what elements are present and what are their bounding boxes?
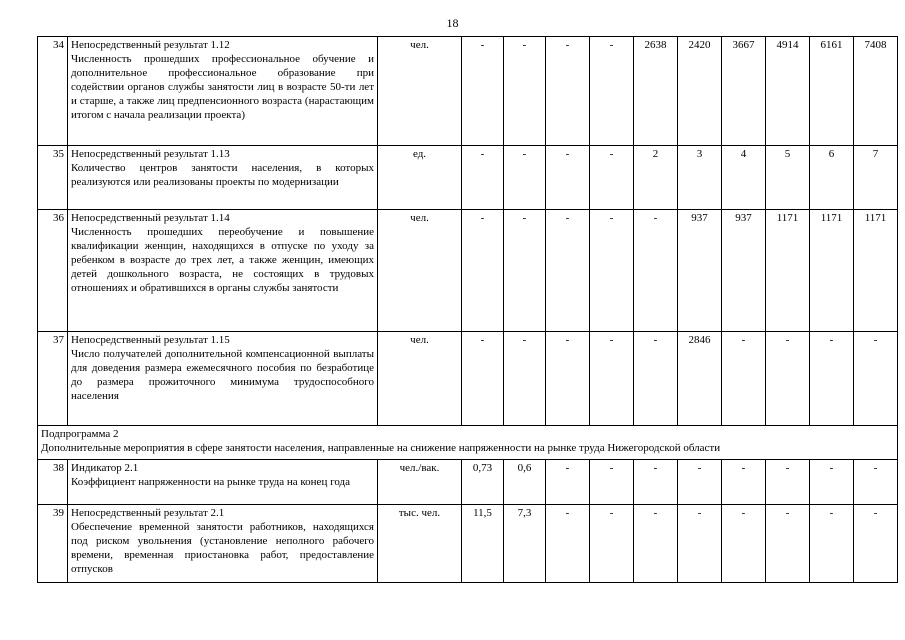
row-text: Количество центров занятости населения, в которых реализуются или реализованы проекты по модернизации: [71, 162, 374, 188]
value-cell: 3: [678, 146, 722, 210]
value-cell: 6161: [810, 37, 854, 146]
value-cell: -: [590, 505, 634, 583]
row-title: Индикатор 2.1: [71, 462, 139, 474]
page-number: 18: [446, 16, 459, 30]
row-title: Непосредственный результат 1.14: [71, 212, 230, 224]
value-cell: -: [546, 146, 590, 210]
value-cell: 7,3: [504, 505, 546, 583]
value-cell: -: [462, 146, 504, 210]
row-title: Непосредственный результат 1.12: [71, 39, 230, 51]
subprogram-row: [38, 426, 898, 460]
value-cell: 2420: [678, 37, 722, 146]
row-title: Непосредственный результат 1.15: [71, 334, 230, 346]
row-unit: тыс. чел.: [378, 505, 462, 583]
value-cell: 6: [810, 146, 854, 210]
row-text: Численность прошедших переобучение и повышение квалификации женщин, находящихся в отпуске по уходу за ребенком в возрасте до трех лет, а также женщин, имеющих детей дошкольного возраста, не состоящих в трудовых отношениях и обратившихся в органы службы занятости: [71, 226, 374, 294]
row-text: Число получателей дополнительной компенсационной выплаты для доведения размера ежемесячного пособия по безработице до размера прожиточного минимума трудоспособного населения: [71, 348, 374, 402]
table-row: [38, 146, 898, 210]
row-description: [68, 505, 378, 583]
table-row: [38, 505, 898, 583]
row-title: Непосредственный результат 1.13: [71, 148, 230, 160]
row-unit: ед.: [378, 146, 462, 210]
value-cell: -: [546, 460, 590, 505]
row-title: Непосредственный результат 2.1: [71, 507, 225, 519]
row-text: Коэффициент напряженности на рынке труда на конец года: [71, 476, 350, 488]
value-cell: -: [504, 332, 546, 426]
value-cell: 2638: [634, 37, 678, 146]
table-row: [38, 460, 898, 505]
value-cell: -: [854, 505, 898, 583]
value-cell: 11,5: [462, 505, 504, 583]
row-unit: чел.: [378, 210, 462, 332]
value-cell: 937: [678, 210, 722, 332]
value-cell: -: [546, 210, 590, 332]
value-cell: -: [634, 210, 678, 332]
table-row: [38, 37, 898, 146]
row-unit: чел.: [378, 37, 462, 146]
row-text: Обеспечение временной занятости работников, находящихся под риском увольнения (установление неполного рабочего времени, временная приостановка работ, предоставление отпусков: [71, 521, 374, 575]
value-cell: -: [504, 210, 546, 332]
subprogram-label: Подпрограмма 2: [41, 428, 119, 440]
row-number: 38: [38, 460, 68, 505]
value-cell: -: [678, 505, 722, 583]
indicators-table: [37, 36, 898, 583]
value-cell: -: [766, 332, 810, 426]
value-cell: -: [810, 505, 854, 583]
value-cell: 0,73: [462, 460, 504, 505]
value-cell: -: [590, 332, 634, 426]
value-cell: -: [634, 460, 678, 505]
value-cell: 1171: [854, 210, 898, 332]
value-cell: 1171: [810, 210, 854, 332]
value-cell: -: [546, 37, 590, 146]
row-text: Численность прошедших профессиональное обучение и дополнительное профессиональное образование при содействии органов службы занятости лиц в возрасте 50-ти лет и старше, а также лиц предпенсионного возраста (нарастающим итогом с начала реализации проекта): [71, 53, 374, 121]
value-cell: 937: [722, 210, 766, 332]
value-cell: 3667: [722, 37, 766, 146]
value-cell: -: [462, 210, 504, 332]
row-number: 37: [38, 332, 68, 426]
value-cell: -: [462, 332, 504, 426]
table-row: [38, 332, 898, 426]
value-cell: -: [462, 37, 504, 146]
row-description: [68, 210, 378, 332]
row-description: [68, 332, 378, 426]
value-cell: 7408: [854, 37, 898, 146]
value-cell: -: [854, 460, 898, 505]
value-cell: -: [722, 332, 766, 426]
value-cell: -: [766, 460, 810, 505]
value-cell: -: [722, 505, 766, 583]
row-unit: чел./вак.: [378, 460, 462, 505]
subprogram-cell: [38, 426, 898, 460]
value-cell: -: [634, 505, 678, 583]
value-cell: -: [722, 460, 766, 505]
row-number: 34: [38, 37, 68, 146]
row-description: [68, 37, 378, 146]
value-cell: -: [590, 146, 634, 210]
value-cell: -: [546, 332, 590, 426]
row-description: [68, 146, 378, 210]
row-number: 39: [38, 505, 68, 583]
value-cell: 4: [722, 146, 766, 210]
value-cell: -: [766, 505, 810, 583]
value-cell: -: [590, 460, 634, 505]
table-row: [38, 210, 898, 332]
value-cell: 1171: [766, 210, 810, 332]
value-cell: -: [854, 332, 898, 426]
value-cell: -: [634, 332, 678, 426]
value-cell: -: [810, 332, 854, 426]
row-description-clip: [71, 506, 374, 580]
value-cell: 2846: [678, 332, 722, 426]
value-cell: -: [546, 505, 590, 583]
value-cell: 0,6: [504, 460, 546, 505]
value-cell: -: [810, 460, 854, 505]
value-cell: -: [678, 460, 722, 505]
value-cell: 4914: [766, 37, 810, 146]
row-number: 35: [38, 146, 68, 210]
value-cell: -: [590, 210, 634, 332]
row-number: 36: [38, 210, 68, 332]
value-cell: -: [504, 146, 546, 210]
value-cell: 5: [766, 146, 810, 210]
row-unit: чел.: [378, 332, 462, 426]
value-cell: -: [504, 37, 546, 146]
value-cell: 7: [854, 146, 898, 210]
subprogram-title: Дополнительные мероприятия в сфере занятости населения, направленные на снижение напряженности на рынке труда Нижегородской области: [41, 442, 721, 454]
value-cell: 2: [634, 146, 678, 210]
row-description: [68, 460, 378, 505]
value-cell: -: [590, 37, 634, 146]
